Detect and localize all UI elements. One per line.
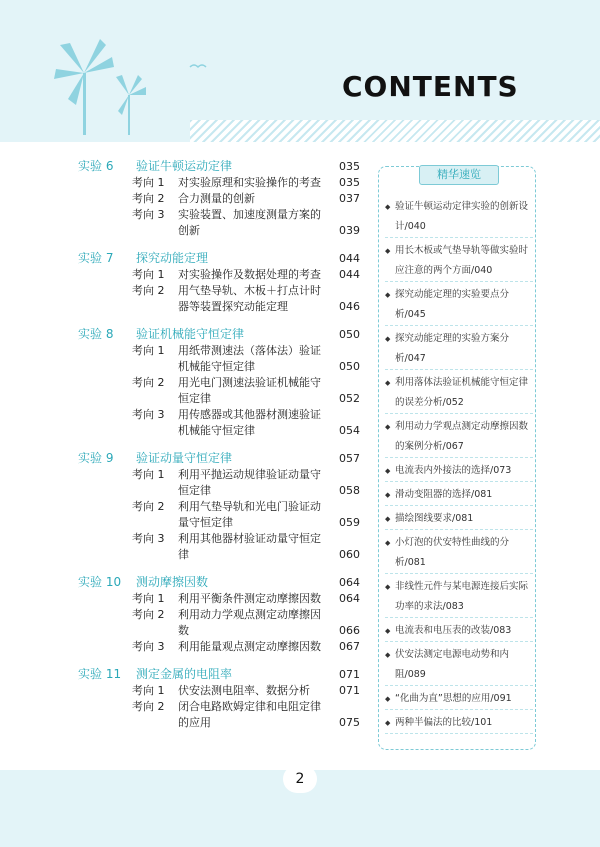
table-of-contents <box>78 158 360 742</box>
highlight-item[interactable]: ◆ 滑动变阻器的选择/081 <box>385 485 533 506</box>
toc-item-title: 用光电门测速法验证机械能守恒定律 <box>178 376 321 405</box>
toc-item-number: 考向 2 <box>132 376 165 389</box>
highlights-heading: 精华速览 <box>419 165 499 185</box>
toc-item-title: 用气垫导轨、木板＋打点计时器等装置探究动能定理 <box>178 284 321 313</box>
toc-section-number: 实验 7 <box>78 251 114 265</box>
toc-section-title: 测定金属的电阻率 <box>136 667 233 681</box>
toc-item-title: 合力测量的创新 <box>178 192 255 205</box>
toc-item-number: 考向 1 <box>132 268 165 281</box>
toc-section-page: 071 <box>339 668 360 681</box>
toc-item-page: 039 <box>339 224 360 237</box>
toc-item-title: 利用动力学观点测定动摩擦因数 <box>178 608 321 637</box>
highlights-box <box>378 166 536 750</box>
highlights-list <box>385 197 533 737</box>
toc-item-page: 050 <box>339 360 360 373</box>
toc-item-number: 考向 2 <box>132 192 165 205</box>
toc-item-title: 对实验原理和实验操作的考查 <box>178 176 321 189</box>
toc-item-number: 考向 3 <box>132 208 165 221</box>
toc-section-number: 实验 8 <box>78 327 114 341</box>
highlight-item[interactable]: ◆ 小灯泡的伏安特性曲线的分析/081 <box>385 533 533 574</box>
toc-item-title: 利用气垫导轨和光电门验证动量守恒定律 <box>178 500 321 529</box>
highlight-item[interactable]: ◆ 伏安法测定电源电动势和内阻/089 <box>385 645 533 686</box>
toc-item-page: 060 <box>339 548 360 561</box>
toc-item-number: 考向 2 <box>132 284 165 297</box>
toc-section-page: 057 <box>339 452 360 465</box>
toc-item-number: 考向 2 <box>132 700 165 713</box>
toc-item-number: 考向 2 <box>132 500 165 513</box>
toc-item-page: 037 <box>339 192 360 205</box>
toc-item-title: 利用平抛运动规律验证动量守恒定律 <box>178 468 321 497</box>
toc-item-page: 052 <box>339 392 360 405</box>
toc-section-page: 050 <box>339 328 360 341</box>
highlight-item[interactable]: ◆ 两种半偏法的比较/101 <box>385 713 533 734</box>
windmill-illustration <box>40 35 230 135</box>
toc-section-heading[interactable] <box>78 450 360 467</box>
toc-section <box>78 574 360 655</box>
toc-item-number: 考向 3 <box>132 532 165 545</box>
toc-section-heading[interactable] <box>78 158 360 175</box>
toc-section-number: 实验 11 <box>78 667 122 681</box>
toc-section-page: 064 <box>339 576 360 589</box>
toc-item-page: 058 <box>339 484 360 497</box>
toc-section <box>78 666 360 731</box>
toc-item[interactable] <box>78 699 360 731</box>
toc-section-title: 验证牛顿运动定律 <box>136 159 233 173</box>
toc-item-page: 054 <box>339 424 360 437</box>
toc-item-page: 064 <box>339 592 360 605</box>
toc-section-heading[interactable] <box>78 250 360 267</box>
toc-item-number: 考向 1 <box>132 592 165 605</box>
toc-section-title: 验证动量守恒定律 <box>136 451 233 465</box>
toc-item[interactable] <box>78 267 360 283</box>
toc-section-page: 035 <box>339 160 360 173</box>
toc-item[interactable] <box>78 207 360 239</box>
toc-section <box>78 326 360 439</box>
highlight-item[interactable]: ◆ 利用落体法验证机械能守恒定律的误差分析/052 <box>385 373 533 414</box>
highlight-item[interactable]: ◆ 探究动能定理的实验方案分析/047 <box>385 329 533 370</box>
toc-item-title: 伏安法测电阻率、数据分析 <box>178 684 310 697</box>
toc-section <box>78 158 360 239</box>
toc-item-page: 075 <box>339 716 360 729</box>
toc-item-number: 考向 1 <box>132 176 165 189</box>
toc-section-title: 探究动能定理 <box>136 251 209 265</box>
header-stripes <box>190 120 600 142</box>
toc-item[interactable] <box>78 499 360 531</box>
toc-item-number: 考向 2 <box>132 608 165 621</box>
toc-item-number: 考向 1 <box>132 468 165 481</box>
toc-item-number: 考向 3 <box>132 408 165 421</box>
toc-item[interactable] <box>78 407 360 439</box>
toc-item[interactable] <box>78 607 360 639</box>
highlight-item[interactable]: ◆ 电流表和电压表的改装/083 <box>385 621 533 642</box>
toc-item-title: 利用平衡条件测定动摩擦因数 <box>178 592 321 605</box>
toc-item-page: 035 <box>339 176 360 189</box>
toc-section-heading[interactable] <box>78 574 360 591</box>
toc-section <box>78 250 360 315</box>
toc-section <box>78 450 360 563</box>
toc-item[interactable] <box>78 343 360 375</box>
toc-item-page: 044 <box>339 268 360 281</box>
page-number: 2 <box>283 765 317 793</box>
toc-item[interactable] <box>78 639 360 655</box>
toc-item[interactable] <box>78 683 360 699</box>
toc-item-title: 用传感器或其他器材测速验证机械能守恒定律 <box>178 408 321 437</box>
toc-item[interactable] <box>78 531 360 563</box>
toc-item-number: 考向 1 <box>132 344 165 357</box>
highlight-item[interactable]: ◆ 验证牛顿运动定律实验的创新设计/040 <box>385 197 533 238</box>
toc-item-title: 对实验操作及数据处理的考查 <box>178 268 321 281</box>
toc-section-number: 实验 10 <box>78 575 122 589</box>
toc-item-page: 071 <box>339 684 360 697</box>
toc-item-title: 利用能量观点测定动摩擦因数 <box>178 640 321 653</box>
toc-item[interactable] <box>78 175 360 191</box>
toc-item-page: 067 <box>339 640 360 653</box>
toc-item[interactable] <box>78 591 360 607</box>
highlight-item[interactable]: ◆ 探究动能定理的实验要点分析/045 <box>385 285 533 326</box>
toc-item[interactable] <box>78 283 360 315</box>
toc-section-title: 测动摩擦因数 <box>136 575 209 589</box>
page-title: CONTENTS <box>342 70 519 103</box>
highlight-item[interactable]: ◆ 电流表内外接法的选择/073 <box>385 461 533 482</box>
toc-item[interactable] <box>78 191 360 207</box>
toc-item-title: 实验装置、加速度测量方案的创新 <box>178 208 321 237</box>
toc-item-page: 066 <box>339 624 360 637</box>
toc-section-heading[interactable] <box>78 326 360 343</box>
highlight-item[interactable]: ◆ 描绘图线要求/081 <box>385 509 533 530</box>
toc-item-title: 闭合电路欧姆定律和电阻定律的应用 <box>178 700 321 729</box>
toc-item-number: 考向 3 <box>132 640 165 653</box>
highlight-item[interactable]: ◆ 利用动力学观点测定动摩擦因数的案例分析/067 <box>385 417 533 458</box>
toc-section-number: 实验 6 <box>78 159 114 173</box>
highlight-item[interactable]: ◆ “化曲为直”思想的应用/091 <box>385 689 533 710</box>
highlight-item[interactable]: ◆ 非线性元件与某电源连接后实际功率的求法/083 <box>385 577 533 618</box>
toc-item[interactable] <box>78 467 360 499</box>
toc-item-number: 考向 1 <box>132 684 165 697</box>
toc-item[interactable] <box>78 375 360 407</box>
toc-item-page: 046 <box>339 300 360 313</box>
toc-item-title: 用纸带测速法（落体法）验证机械能守恒定律 <box>178 344 321 373</box>
toc-section-number: 实验 9 <box>78 451 114 465</box>
toc-section-title: 验证机械能守恒定律 <box>136 327 245 341</box>
toc-section-page: 044 <box>339 252 360 265</box>
toc-item-page: 059 <box>339 516 360 529</box>
toc-item-title: 利用其他器材验证动量守恒定律 <box>178 532 321 561</box>
toc-section-heading[interactable] <box>78 666 360 683</box>
highlight-item[interactable]: ◆ 用长木板或气垫导轨等做实验时应注意的两个方面/040 <box>385 241 533 282</box>
